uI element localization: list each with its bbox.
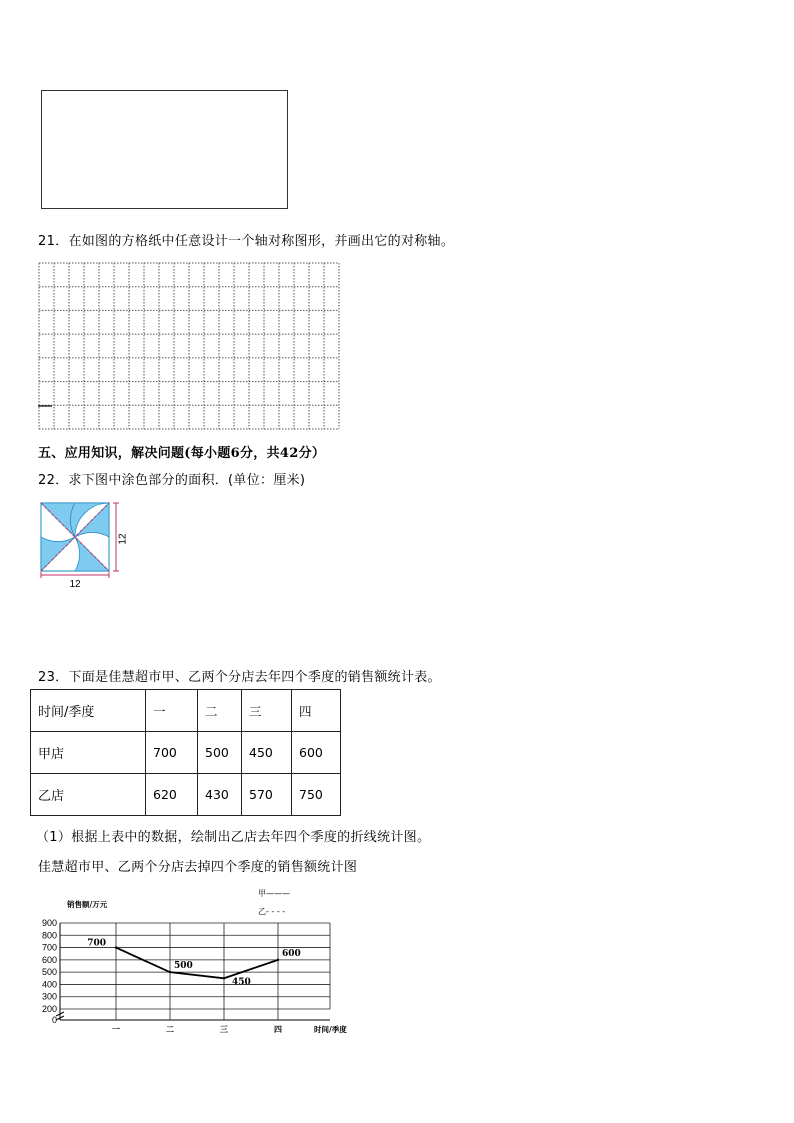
y-tick-label: 0 bbox=[51, 1015, 57, 1025]
dimension-label-right: 12 bbox=[117, 533, 129, 545]
sales-table bbox=[30, 689, 341, 816]
table-cell: 750 bbox=[292, 774, 341, 816]
section-heading: 五、应用知识，解决问题(每小题6分，共42分） bbox=[38, 446, 326, 461]
y-tick-label: 400 bbox=[41, 979, 57, 990]
y-tick-label: 800 bbox=[41, 930, 57, 941]
q23-subquestion-1: （1）根据上表中的数据，绘制出乙店去年四个季度的折线统计图。 bbox=[36, 830, 431, 845]
table-cell: 500 bbox=[198, 732, 242, 774]
answer-box bbox=[41, 90, 288, 209]
x-tick-label: 四 bbox=[274, 1025, 282, 1034]
data-point bbox=[223, 977, 225, 979]
data-point bbox=[277, 959, 279, 961]
x-tick-label: 三 bbox=[220, 1025, 228, 1034]
y-tick-label: 900 bbox=[41, 918, 57, 928]
table-cell: 600 bbox=[292, 732, 341, 774]
table-cell: 时间/季度 bbox=[31, 690, 146, 732]
table-cell: 570 bbox=[242, 774, 292, 816]
table-cell: 甲店 bbox=[31, 732, 146, 774]
table-cell: 二 bbox=[198, 690, 242, 732]
series-line-jia bbox=[116, 948, 278, 979]
y-tick-label: 600 bbox=[41, 954, 57, 965]
table-cell: 620 bbox=[146, 774, 198, 816]
sales-line-chart[interactable] bbox=[30, 885, 370, 1040]
dotted-grid-paper[interactable] bbox=[38, 262, 340, 430]
data-label: 700 bbox=[87, 938, 106, 949]
y-tick-label: 300 bbox=[41, 991, 57, 1002]
x-tick-label: 一 bbox=[112, 1025, 120, 1034]
y-tick-label: 700 bbox=[41, 942, 57, 953]
q21-text: 21．在如图的方格纸中任意设计一个轴对称图形，并画出它的对称轴。 bbox=[38, 234, 455, 249]
data-label: 500 bbox=[174, 961, 193, 972]
legend-entry-yi: 乙- - - - bbox=[258, 907, 286, 916]
y-axis-label: 销售额/万元 bbox=[67, 900, 108, 909]
table-cell: 乙店 bbox=[31, 774, 146, 816]
table-row bbox=[31, 774, 341, 816]
table-cell: 450 bbox=[242, 732, 292, 774]
data-point bbox=[169, 971, 171, 973]
data-label: 600 bbox=[282, 948, 301, 959]
table-cell: 四 bbox=[292, 690, 341, 732]
shaded-square-figure bbox=[36, 498, 136, 590]
table-row bbox=[31, 732, 341, 774]
q23-text: 23．下面是佳慧超市甲、乙两个分店去年四个季度的销售额统计表。 bbox=[38, 670, 441, 685]
table-cell: 430 bbox=[198, 774, 242, 816]
data-point bbox=[115, 946, 117, 948]
chart-title: 佳慧超市甲、乙两个分店去掉四个季度的销售额统计图 bbox=[38, 860, 358, 875]
table-header-row bbox=[31, 690, 341, 732]
table-cell: 一 bbox=[146, 690, 198, 732]
data-label: 450 bbox=[232, 977, 251, 988]
x-axis-label: 时间/季度 bbox=[314, 1025, 347, 1034]
q22-text: 22．求下图中涂色部分的面积．(单位：厘米) bbox=[38, 473, 306, 488]
x-tick-label: 二 bbox=[166, 1025, 174, 1034]
table-cell: 700 bbox=[146, 732, 198, 774]
y-tick-label: 200 bbox=[41, 1004, 57, 1014]
table-cell: 三 bbox=[242, 690, 292, 732]
dimension-label-bottom: 12 bbox=[69, 579, 81, 590]
y-tick-label: 500 bbox=[41, 967, 57, 978]
legend-entry-jia: 甲——— bbox=[258, 889, 290, 898]
